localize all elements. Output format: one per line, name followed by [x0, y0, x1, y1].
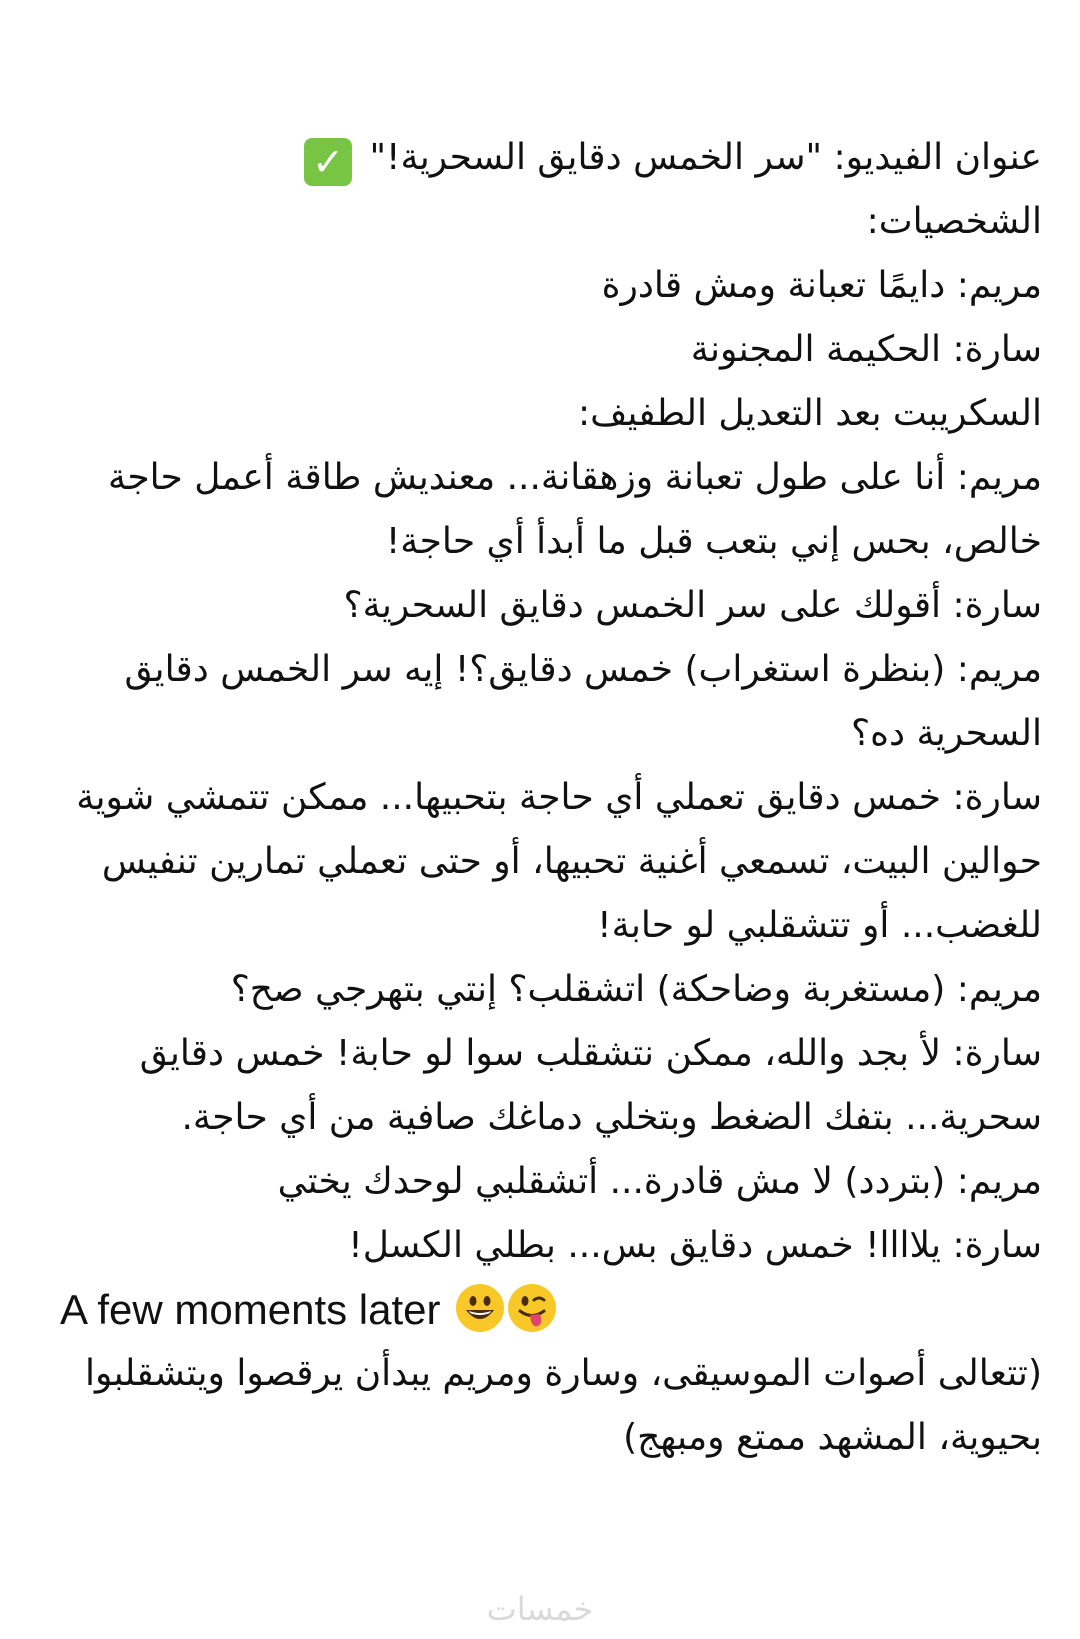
dialogue-line: سارة: أقولك على سر الخمس دقايق السحرية؟ — [343, 585, 1042, 626]
check-mark-button-icon: ✓ — [304, 138, 352, 186]
title-line — [60, 126, 1042, 190]
character-2: سارة: الحكيمة المجنونة — [690, 329, 1042, 370]
script-heading: السكريبت بعد التعديل الطفيف: — [577, 393, 1042, 434]
dialogue-line: سارة: لأ بجد والله، ممكن نتشقلب سوا لو حابة! خمس دقايق سحرية... بتفك الضغط وبتخلي دماغك صافية من أي حاجة. — [139, 1033, 1042, 1138]
dialogue-line: سارة: خمس دقايق تعملي أي حاجة بتحبيها... ممكن تتمشي شوية حوالين البيت، تسمعي أغنية تحبيها، أو حتى تعملي تمارين تنفيس للغضب... أو تتشقلبي لو حابة! — [76, 777, 1042, 946]
dialogue-line: مريم: (بنظرة استغراب) خمس دقايق؟! إيه سر الخمس دقايق السحرية ده؟ — [124, 649, 1042, 754]
dialogue-line: مريم: (بتردد) لا مش قادرة... أتشقلبي لوحدك يختي — [277, 1161, 1042, 1202]
stage-direction: (تتعالى أصوات الموسيقى، وسارة ومريم يبدأن يرقصوا ويتشقلبوا بحيوية، المشهد ممتع ومبهج) — [84, 1353, 1042, 1458]
characters-heading: الشخصيات: — [866, 201, 1042, 242]
dialogue-line: مريم: (مستغربة وضاحكة) اتشقلب؟ إنتي بتهرجي صح؟ — [230, 969, 1042, 1010]
later-text: A few moments later — [60, 1286, 441, 1333]
dialogue-line: سارة: يلاااا! خمس دقايق بس... بطلي الكسل! — [348, 1225, 1042, 1266]
later-line — [60, 1278, 1042, 1342]
title-text: عنوان الفيديو: "سر الخمس دقايق السحرية!" — [369, 137, 1042, 178]
watermark-logo: خمسات — [486, 1590, 594, 1628]
character-1: مريم: دايمًا تعبانة ومش قادرة — [601, 265, 1042, 306]
script-text — [60, 126, 1042, 1470]
grinning-face-icon — [456, 1284, 504, 1332]
dialogue-line: مريم: أنا على طول تعبانة وزهقانة... معنديش طاقة أعمل حاجة خالص، بحس إني بتعب قبل ما أبدأ أي حاجة! — [108, 457, 1042, 562]
winking-tongue-face-icon — [508, 1284, 556, 1332]
